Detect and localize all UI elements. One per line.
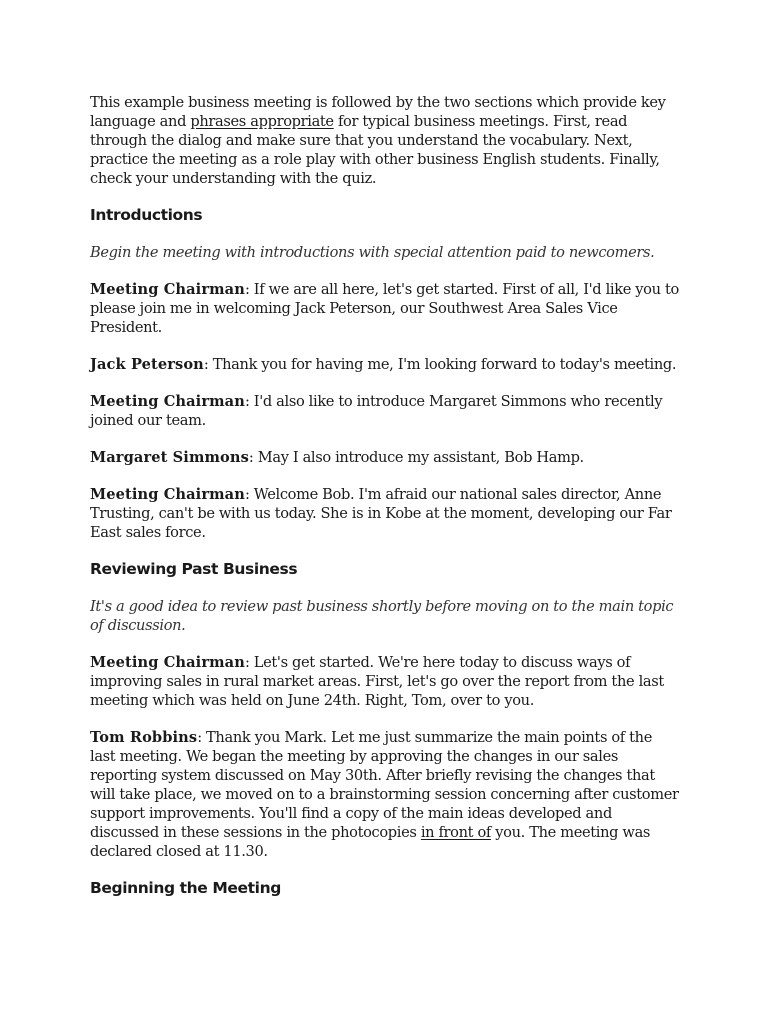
- dialog-text: : Welcome Bob. I'm afraid our national sales director, Anne Trusting, can't be with us today. She is in Kobe at the moment, developing our Far East sales force.: [90, 486, 672, 541]
- dialog-line: [90, 728, 680, 861]
- dialog-text: : May I also introduce my assistant, Bob Hamp.: [248, 449, 584, 466]
- heading-beginning-the-meeting: Beginning the Meeting: [90, 879, 281, 897]
- dialog-text: : Thank you for having me, I'm looking forward to today's meeting.: [203, 356, 677, 373]
- speaker-name: Margaret Simmons: [90, 449, 249, 466]
- dialog-text-end: you. The meeting was declared closed at 11.30.: [90, 824, 651, 860]
- dialog-text: : If we are all here, let's get started. First of all, I'd like you to please join me in welcoming Jack Peterson, our Southwest Area Sales Vice President.: [90, 281, 679, 336]
- speaker-name: Tom Robbins: [90, 729, 198, 746]
- speaker-name: Jack Peterson: [90, 356, 204, 373]
- note-introductions: Begin the meeting with introductions with special attention paid to newcomers.: [90, 244, 655, 261]
- heading-reviewing-past-business: Reviewing Past Business: [90, 560, 298, 578]
- speaker-name: Meeting Chairman: [90, 486, 245, 503]
- dialog-line: [90, 355, 680, 374]
- note-reviewing: It's a good idea to review past business shortly before moving on to the main topic of discussion.: [90, 598, 674, 634]
- speaker-name: Meeting Chairman: [90, 654, 245, 671]
- speaker-name: Meeting Chairman: [90, 393, 245, 410]
- dialog-line: [90, 448, 680, 467]
- speaker-name: Meeting Chairman: [90, 281, 245, 298]
- intro-paragraph: [90, 93, 680, 188]
- phrases-appropriate-link[interactable]: phrases appropriate: [190, 113, 334, 130]
- intro-text-start: This example business meeting is followed by the two sections which provide key language and: [90, 94, 666, 130]
- heading-introductions: Introductions: [90, 206, 203, 224]
- in-front-of-link[interactable]: in front of: [420, 824, 491, 841]
- dialog-line: [90, 280, 680, 337]
- dialog-text: : Thank you Mark. Let me just summarize the main points of the last meeting. We began the meeting by approving the changes in our sales reporting system discussed on May 30th. After briefly revising the changes that will take place, we moved on to a brainstorming session concerning after customer support improvements. You'll find a copy of the main ideas developed and discussed in these sessions in the photocopies: [90, 729, 679, 841]
- intro-text-end: for typical business meetings. First, read through the dialog and make sure that you understand the vocabulary. Next, practice the meeting as a role play with other business English students. Finally, check your understanding with the quiz.: [90, 113, 660, 187]
- dialog-text: : Let's get started. We're here today to discuss ways of improving sales in rural market areas. First, let's go over the report from the last meeting which was held on June 24th. Right, Tom, over to you.: [90, 654, 664, 709]
- dialog-line: [90, 653, 680, 710]
- dialog-line: [90, 392, 680, 430]
- document-body: [90, 93, 680, 916]
- dialog-text: : I'd also like to introduce Margaret Simmons who recently joined our team.: [90, 393, 663, 429]
- dialog-line: [90, 485, 680, 542]
